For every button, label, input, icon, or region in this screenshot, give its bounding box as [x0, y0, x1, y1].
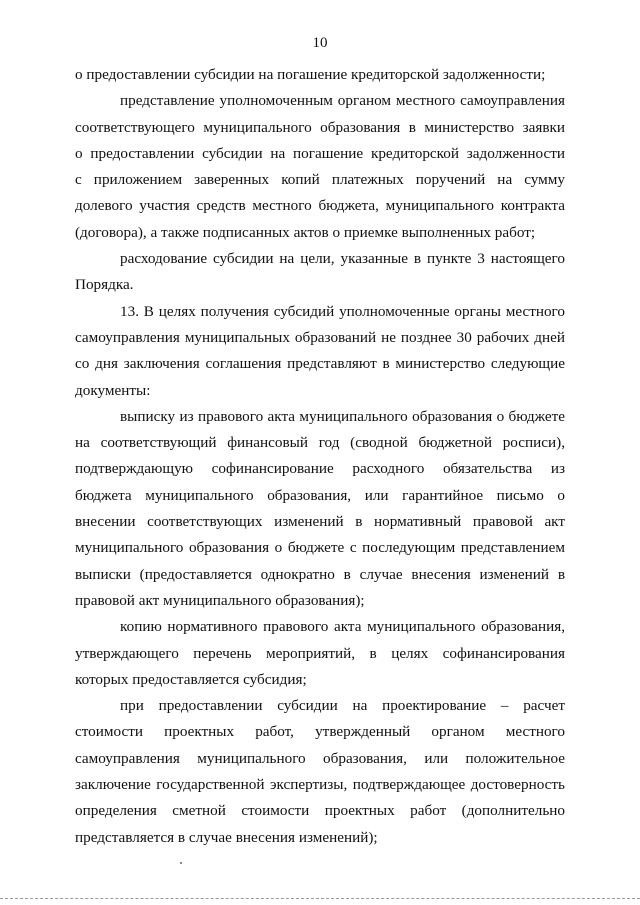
text-line: соответствующего муниципального образования в министерство заявки	[75, 118, 565, 136]
text-line: долевого участия средств местного бюджета, муниципального контракта	[75, 197, 565, 215]
text-line: о предоставлении субсидии на погашение кредиторской задолженности	[75, 144, 565, 162]
paragraph-7	[75, 693, 565, 851]
text-line: самоуправления муниципальных образований не позднее 30 рабочих дней	[75, 328, 565, 346]
text-line: Порядка.	[75, 276, 134, 294]
paragraph-3	[75, 246, 565, 299]
text-line: муниципального образования о бюджете с последующим представлением	[75, 539, 565, 557]
text-line: расходование субсидии на цели, указанные в пункте 3 настоящего	[120, 250, 565, 268]
text-line: (договора), а также подписанных актов о приемке выполненных работ;	[75, 223, 536, 241]
scan-speck	[180, 862, 182, 864]
page-number: 10	[312, 35, 328, 51]
document-body	[75, 62, 565, 851]
text-line: 13. В целях получения субсидий уполномоченные органы местного	[120, 302, 565, 320]
text-line: бюджета муниципального образования, или гарантийное письмо о	[75, 486, 565, 504]
text-line: заключение государственной экспертизы, подтверждающее достоверность	[75, 776, 565, 794]
paragraph-2	[75, 88, 565, 246]
text-line: представление уполномоченным органом местного самоуправления	[120, 92, 565, 110]
text-line: определения сметной стоимости проектных работ (дополнительно	[75, 802, 565, 820]
text-line: документы:	[75, 381, 151, 399]
text-line: выписки (предоставляется однократно в случае внесения изменений в	[75, 565, 565, 583]
paragraph-6	[75, 614, 565, 693]
text-line: внесении соответствующих изменений в нормативный правовой акт	[75, 513, 565, 531]
paragraph-5	[75, 404, 565, 614]
scan-bottom-edge	[0, 898, 640, 899]
text-line: представляется в случае внесения изменений);	[75, 828, 378, 846]
text-line: подтверждающую софинансирование расходного обязательства из	[75, 460, 565, 478]
text-line: о предоставлении субсидии на погашение кредиторской задолженности;	[75, 66, 546, 83]
text-line: стоимости проектных работ, утвержденный органом местного	[75, 723, 565, 741]
text-line: копию нормативного правового акта муниципального образования,	[120, 618, 565, 636]
text-line: со дня заключения соглашения представляют в министерство следующие	[75, 355, 565, 373]
text-line: самоуправления муниципального образования, или положительное	[75, 749, 565, 767]
paragraph-1	[75, 62, 565, 88]
paragraph-4	[75, 299, 565, 404]
text-line: с приложением заверенных копий платежных поручений на сумму	[75, 171, 565, 189]
text-line: при предоставлении субсидии на проектирование – расчет	[120, 697, 565, 715]
text-line: на соответствующий финансовый год (сводной бюджетной росписи),	[75, 434, 565, 452]
text-line: правовой акт муниципального образования);	[75, 591, 365, 609]
text-line: которых предоставляется субсидия;	[75, 670, 307, 688]
text-line: утверждающего перечень мероприятий, в целях софинансирования	[75, 644, 565, 662]
text-line: выписку из правового акта муниципального образования о бюджете	[120, 407, 565, 425]
